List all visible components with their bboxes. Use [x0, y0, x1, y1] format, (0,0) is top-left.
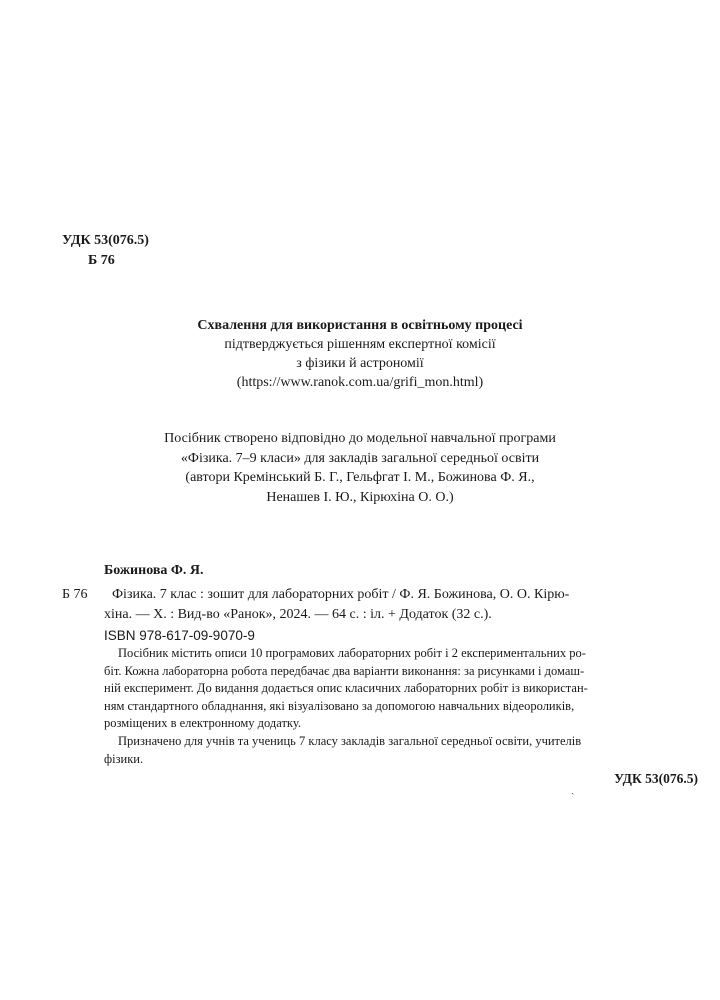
- approval-statement: [0, 316, 720, 392]
- approval-line-1: Схвалення для використання в освітньому процесі: [197, 318, 523, 333]
- abstract-line: розміщених в електронному додатку.: [104, 716, 301, 731]
- udk-code: УДК 53(076.5): [62, 233, 149, 248]
- abstract-line: Призначено для учнів та учениць 7 класу закладів загальної середньої освіти, учителів: [118, 733, 582, 748]
- program-line-3: (автори Кремінський Б. Г., Гельфгат І. М., Божинова Ф. Я.,: [185, 470, 535, 485]
- udk-bottom: УДК 53(076.5): [614, 771, 698, 786]
- catalog-index: Б 76: [62, 587, 88, 602]
- abstract-line: ням стандартного обладнання, які візуалізовано за допомогою навчальних відеороликів,: [104, 698, 575, 713]
- abstract-paragraph-2: [104, 733, 694, 768]
- abstract-line: Посібник містить описи 10 програмових лабораторних робіт і 2 експериментальних ро-: [118, 646, 586, 660]
- abstract: [104, 645, 694, 768]
- udk-block: [62, 231, 149, 271]
- bbk-index: Б 76: [88, 253, 115, 268]
- program-line-1: Посібник створено відповідно до модельної навчальної програми: [164, 431, 556, 446]
- catalog-author: Божинова Ф. Я.: [104, 563, 204, 578]
- biblio-line-1: Фізика. 7 клас : зошит для лабораторних робіт / Ф. Я. Божинова, О. О. Кірю-: [112, 587, 570, 602]
- abstract-line: фізики.: [104, 751, 144, 766]
- approval-line-3: з фізики й астрономії: [296, 356, 424, 371]
- isbn: ISBN 978-617-09-9070-9: [104, 628, 255, 643]
- program-line-4: Ненашев І. Ю., Кірюхіна О. О.): [266, 489, 454, 505]
- program-note: [0, 429, 720, 507]
- program-line-2: «Фізика. 7–9 класи» для закладів загальної середньої освіти: [180, 450, 540, 466]
- print-mark: ˏ: [571, 784, 575, 795]
- abstract-line: ній експеримент. До видання додається опис класичних лабораторних робіт із використан-: [104, 681, 588, 696]
- abstract-paragraph-1: [104, 645, 694, 733]
- abstract-line: біт. Кожна лабораторна робота передбачає два варіанти виконання: за рисунками і домаш-: [104, 663, 585, 678]
- approval-line-2: підтверджується рішенням експертної комісії: [224, 337, 496, 352]
- biblio-line-2: хіна. — Х. : Вид-во «Ранок», 2024. — 64 с. : іл. + Додаток (32 с.).: [104, 607, 492, 622]
- bibliographic-description: [104, 585, 694, 625]
- approval-url: (https://www.ranok.com.ua/grifi_mon.html): [236, 375, 484, 390]
